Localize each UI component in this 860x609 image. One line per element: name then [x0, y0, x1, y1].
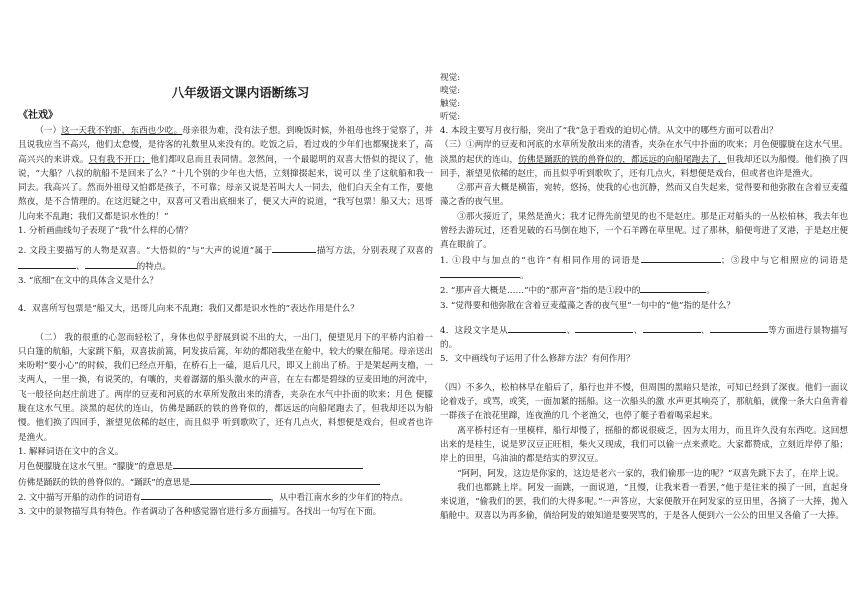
passage-three-p3: ③那火接近了，果然是渔火；我才记得先前望见的也不是赵庄。那是正对船头的一丛松柏林，我去年也曾经去游玩过，还看见破的石马倒在地下，一个石羊蹲在草里呢。过了那林，船便弯进了叉港，于是赵庄便真在眼前了。	[440, 211, 848, 251]
left-column	[18, 0, 433, 519]
answer-blank[interactable]	[190, 475, 380, 485]
passage-three: （三）①两岸的豆麦和河底的水草所发散出来的清香，夹杂在水气中扑面的吹来；月色便朦胧在这水气里。淡黑的起伏的连山，仿佛是踊跃的铁的兽脊似的，都远远的向船尾跑去了，但我却还以为船慢。他们换了四回手，渐望见依稀的赵庄，而且似乎听到歌吹了，还有几点火，料想便是戏台，但或者也许是渔火。	[440, 140, 848, 179]
passage-two: （二） 我的很重的心忽而轻松了，身体也似乎舒展到说不出的大，一出门，便望见月下的平桥内泊着一只白篷的航船，大家跳下船，双喜拔前篙，阿发拔后篙，年幼的都陪我坐在舱中，较大的聚在船尾。母亲送出来吩咐“要小心”的时候，我们已经点开船，在桥石上一磕，退后几尺，即又上前出了桥。于是架起两支橹，一支两人，一里一换，有说笑的，有嚷的，夹着潺潺的船头激水的声音，在左右都是碧绿的豆麦田地的河流中，飞一般径向赵庄前进了。两岸的豆麦和河底的水草所发散出来的清香，夹杂在水气中扑面的吹来；月色 便朦胧在这水气里。淡黑的起伏的连山，仿佛是踊跃的铁的兽脊似的，都远远的向船尾跑去了，但我却还以为船慢。他们换了四回手，渐望见依稀的赵庄，而且似乎 听到歌吹了，还有几点火，料想便是戏台，但或者也许是渔火。	[18, 332, 433, 443]
sense-touch: 触觉:	[440, 99, 461, 109]
question-3-3: 3. “觉得要和他弥散在含着豆麦蕴藻之香的夜气里”一句中的“他”指的是什么？	[440, 300, 735, 311]
sense-sight: 视觉:	[440, 73, 461, 83]
answer-blank[interactable]	[18, 259, 76, 269]
answer-blank[interactable]	[643, 323, 701, 333]
question-3-1: 1. ①段中与加点的“也许”有相同作用的词语是 ；③段中与它相照应的词语是。	[440, 253, 848, 284]
answer-blank[interactable]	[640, 283, 706, 293]
question-3-2: 2. “那声音大概是……”中的“那声音”指的是①段中的 。	[440, 283, 848, 298]
answer-blank[interactable]	[710, 323, 768, 333]
answer-blank[interactable]	[85, 259, 137, 269]
question-2-1: 1. 解释词语在文中的含义。	[18, 446, 124, 457]
question-1: 1. 分析画曲线句子表现了“我”什么样的心情？	[18, 226, 193, 237]
underlined-sentence-2: 只有我不开口；	[88, 154, 151, 165]
question-2-1b: 仿佛是踊跃的铁的兽脊似的。“踊跃”的意思是	[18, 475, 433, 490]
question-3-4: 4．这段文字是从 、 、 、 等方面进行景物描写的。	[440, 323, 848, 353]
underlined-sentence-1: 这一天我不钓虾，东西也少吃。	[61, 126, 183, 136]
passage-four-p1: （四）不多久，松柏林早在船后了，船行也并不慢，但周围的黑暗只是浓，可知已经到了深夜。他们一面议论着戏子，或骂，或笑，一面加紧的摇船。这一次船头的激 水声更其响亮了，那航船，就像一条大白鱼背着一群孩子在浪花里蹿，连夜渔的几 个老渔父，也停了艇子看着喝采起来。	[440, 382, 848, 422]
question-2-2: 2. 文中描写开船的动作的词语有 ，从中看江南水乡的少年们的特点。	[18, 490, 433, 505]
question-3-5: 5．文中画线句子运用了什么修辞方法？有何作用？	[440, 354, 635, 365]
answer-blank[interactable]	[272, 243, 316, 253]
answer-blank[interactable]	[641, 253, 721, 263]
question-4-right: 4. 本段主要写月夜行船，突出了“我”急于看戏的迫切心情。从文中的哪些方面可以看出？	[440, 126, 778, 136]
answer-blank[interactable]	[173, 459, 363, 469]
passage-four-p3: “阿阿，阿发，这边是你家的，这边是老六一家的，我们偷那一边的呢？”双喜先跳下去了，在岸上说。	[457, 468, 845, 479]
question-2-3: 3. 文中的景物描写具有特色。作者调动了各种感觉器官进行多方面描写。各找出一句写在下面。	[18, 507, 382, 518]
passage-one: （一）这一天我不钓虾，东西也少吃。母亲很为难，没有法子想。到晚饭时候，外祖母也终于觉察了，并且说我应当不高兴，他们太怠慢，是待客的礼数里从来没有的。吃饭之后，看过戏的少年们也都聚拢来了，高高兴兴的来讲戏。只有我不开口；他们都叹息而且表同情。忽然间，一个最聪明的双喜大悟似的提议了，他说，“大船？八叔的航船不是回来了么？”十几个别的少年也大悟，立刻撺掇起来，说可以 坐了这航船和我一同去。我高兴了。然而外祖母又怕都是孩子，不可靠；母亲又说是若叫大人一同去，他们白天全有工作，要他熬夜，是不合情理的。在这迟疑之中，双喜可又看出底细来了，便又大声的说道，“我写包票！船又大；迅哥儿向来不乱跑；我们又都是识水性的！”	[18, 126, 433, 222]
question-2: 2. 文段主要描写的人物是双喜。“大悟似的”与“大声的说道”属于 描写方法，分别表现了双喜的、 的特点。	[18, 243, 433, 274]
page-title: 八年级语文课内语断练习	[171, 85, 310, 100]
answer-blank[interactable]	[141, 490, 271, 500]
passage-four-p4: 我们也都跳上岸。阿发一面跳，一面说道，“且慢，让我来看一看罢，”他于是往来的摸了一回，直起身来说道，“偷我们的罢，我们的大得多呢。”一声答应，大家便散开在阿发家的豆田里，各摘了一大捧，抛入船舱中。双喜以为再多偷，倘给阿发的娘知道是要哭骂的，于是各人便到六一公公的田里又各偷了一大捧。	[440, 482, 848, 522]
answer-blank[interactable]	[440, 268, 520, 278]
sense-smell: 嗅觉:	[440, 86, 461, 96]
passage-four-p2: 离平桥村还有一里模样，船行却慢了，摇船的都说很疲乏，因为太用力，而且许久没有东西吃。这回想出来的是桂生，说是罗汉豆正旺相，柴火又现成，我们可以偷一点来煮吃。大家都赞成，立刻近岸停了船；岸上的田里，乌油油的都是结实的罗汉豆。	[440, 425, 848, 465]
section-subtitle: 《社戏》	[18, 110, 58, 121]
underlined-sentence-3: 仿佛是踊跃的铁的兽脊似的，都远远的向船尾跑去了，	[518, 154, 727, 165]
question-3: 3. “底细”在文中的具体含义是什么？	[18, 275, 159, 286]
answer-blank[interactable]	[575, 323, 633, 333]
question-4: 4．双喜所写包票是“船又大，迅哥儿向来不乱跑；我们又都是识水性的”表达作用是什么？	[18, 304, 359, 315]
answer-blank[interactable]	[508, 323, 566, 333]
sense-hearing: 听觉:	[440, 112, 461, 122]
right-column	[440, 0, 848, 524]
question-2-1a: 月色便朦胧在这水气里。“朦胧”的意思是	[18, 459, 433, 474]
passage-three-p2: ②那声音大概是横笛，宛转，悠扬，使我的心也沉静，然而又自失起来，觉得要和他弥散在含着豆麦蕴藻之香的夜气里。	[440, 183, 848, 208]
senses-list	[440, 72, 848, 124]
